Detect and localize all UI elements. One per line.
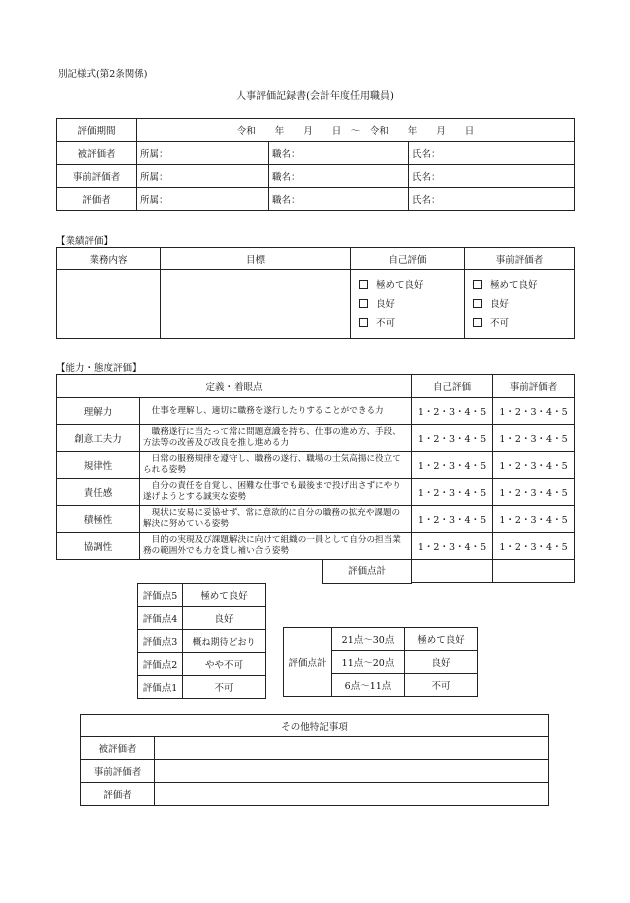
checkbox-icon[interactable] xyxy=(359,299,368,308)
remarks-evaluator-field[interactable] xyxy=(155,783,549,806)
name-field[interactable]: 氏名： xyxy=(409,188,575,211)
self-score[interactable]: 1・2・3・4・5 xyxy=(412,506,493,533)
remarks-evaluatee-field[interactable] xyxy=(155,737,549,760)
range-value: 不可 xyxy=(405,674,478,697)
checkbox-icon[interactable] xyxy=(473,318,482,327)
item-name: 理解力 xyxy=(57,398,140,425)
item-name: 規律性 xyxy=(57,452,140,479)
point-value: 不可 xyxy=(183,676,266,699)
self-total[interactable] xyxy=(412,560,493,583)
remarks-pre-evaluator-field[interactable] xyxy=(155,760,549,783)
evaluatee-row xyxy=(57,142,575,165)
table-row xyxy=(57,533,575,560)
pre-score[interactable]: 1・2・3・4・5 xyxy=(493,533,575,560)
affiliation-field[interactable]: 所属： xyxy=(137,165,269,188)
point-legend-table xyxy=(137,583,266,699)
item-desc: 仕事を理解し、適切に職務を遂行したりすることができる力 xyxy=(140,398,412,425)
table-row xyxy=(57,506,575,533)
point-value: 極めて良好 xyxy=(183,584,266,607)
range-label: 6点〜11点 xyxy=(332,674,405,697)
header-goal: 目標 xyxy=(161,248,351,270)
self-score[interactable]: 1・2・3・4・5 xyxy=(412,479,493,506)
ability-section-title: 【能力・態度評価】 xyxy=(56,363,142,374)
item-name: 積極性 xyxy=(57,506,140,533)
name-field[interactable]: 氏名： xyxy=(409,165,575,188)
table-row xyxy=(57,452,575,479)
item-desc: 目的の実現及び課題解決に向けて組織の一員として自分の担当業務の範囲外でも力を貸し補い合う姿勢 xyxy=(140,533,412,560)
point-value: 良好 xyxy=(183,607,266,630)
post-field[interactable]: 職名： xyxy=(269,188,409,211)
remarks-row-label: 評価者 xyxy=(81,783,155,806)
ability-table xyxy=(56,374,575,583)
affiliation-field[interactable]: 所属： xyxy=(137,142,269,165)
total-legend-label: 評価点計 xyxy=(284,628,332,697)
option-excellent[interactable]: 極めて良好 xyxy=(359,276,461,295)
header-pre: 事前評価者 xyxy=(493,375,575,398)
self-score[interactable]: 1・2・3・4・5 xyxy=(412,398,493,425)
checkbox-icon[interactable] xyxy=(359,318,368,327)
item-desc: 現状に安易に妥協せず、常に意欲的に自分の職務の拡充や課題の解決に努めている姿勢 xyxy=(140,506,412,533)
item-name: 創意工夫力 xyxy=(57,425,140,452)
total-label: 評価点計 xyxy=(322,559,412,584)
self-score[interactable]: 1・2・3・4・5 xyxy=(412,452,493,479)
pre-evaluator-row xyxy=(57,165,575,188)
row-label: 被評価者 xyxy=(57,142,137,165)
affiliation-field[interactable]: 所属： xyxy=(137,188,269,211)
name-field[interactable]: 氏名： xyxy=(409,142,575,165)
point-label: 評価点3 xyxy=(138,630,183,653)
row-label: 事前評価者 xyxy=(57,165,137,188)
remarks-title: その他特記事項 xyxy=(81,715,549,737)
pre-score[interactable]: 1・2・3・4・5 xyxy=(493,398,575,425)
checkbox-icon[interactable] xyxy=(473,280,482,289)
option-good[interactable]: 良好 xyxy=(359,295,461,314)
form-title: 人事評価記録書(会計年度任用職員) xyxy=(236,91,394,102)
point-label: 評価点5 xyxy=(138,584,183,607)
option-excellent[interactable]: 極めて良好 xyxy=(473,276,571,295)
self-eval-options xyxy=(351,270,465,339)
option-good[interactable]: 良好 xyxy=(473,295,571,314)
form-number: 別記様式(第2条関係) xyxy=(58,69,148,80)
header-definition: 定義・着眼点 xyxy=(57,375,412,398)
self-score[interactable]: 1・2・3・4・5 xyxy=(412,425,493,452)
point-value: 概ね期待どおり xyxy=(183,630,266,653)
row-label: 評価者 xyxy=(57,188,137,211)
work-content-cell[interactable] xyxy=(57,270,161,339)
item-desc: 日常の服務規律を遵守し、職務の遂行、職場の士気高揚に役立てられる姿勢 xyxy=(140,452,412,479)
pre-total[interactable] xyxy=(493,560,575,583)
pre-score[interactable]: 1・2・3・4・5 xyxy=(493,479,575,506)
table-row xyxy=(57,398,575,425)
pre-score[interactable]: 1・2・3・4・5 xyxy=(493,506,575,533)
evaluator-row xyxy=(57,188,575,211)
header-self: 自己評価 xyxy=(412,375,493,398)
option-poor[interactable]: 不可 xyxy=(359,314,461,333)
point-label: 評価点4 xyxy=(138,607,183,630)
item-name: 協調性 xyxy=(57,533,140,560)
pre-score[interactable]: 1・2・3・4・5 xyxy=(493,425,575,452)
pre-score[interactable]: 1・2・3・4・5 xyxy=(493,452,575,479)
post-field[interactable]: 職名： xyxy=(269,142,409,165)
point-label: 評価点2 xyxy=(138,653,183,676)
range-label: 11点〜20点 xyxy=(332,651,405,674)
self-score[interactable]: 1・2・3・4・5 xyxy=(412,533,493,560)
table-row xyxy=(57,479,575,506)
remarks-row-label: 事前評価者 xyxy=(81,760,155,783)
range-value: 良好 xyxy=(405,651,478,674)
option-poor[interactable]: 不可 xyxy=(473,314,571,333)
performance-section-title: 【業績評価】 xyxy=(56,236,114,247)
header-self: 自己評価 xyxy=(351,248,465,270)
range-label: 21点〜30点 xyxy=(332,628,405,651)
point-label: 評価点1 xyxy=(138,676,183,699)
remarks-row-label: 被評価者 xyxy=(81,737,155,760)
checkbox-icon[interactable] xyxy=(359,280,368,289)
basic-info-table xyxy=(56,118,575,211)
table-row xyxy=(57,425,575,452)
total-legend-table xyxy=(283,627,478,697)
item-desc: 職務遂行に当たって常に問題意識を持ち、仕事の進め方、手段、方法等の改善及び改良を推し進める力 xyxy=(140,425,412,452)
period-label: 評価期間 xyxy=(57,119,137,142)
remarks-table xyxy=(80,714,549,806)
checkbox-icon[interactable] xyxy=(473,299,482,308)
range-value: 極めて良好 xyxy=(405,628,478,651)
point-value: やや不可 xyxy=(183,653,266,676)
header-pre: 事前評価者 xyxy=(465,248,575,270)
post-field[interactable]: 職名： xyxy=(269,165,409,188)
header-work: 業務内容 xyxy=(57,248,161,270)
pre-eval-options xyxy=(465,270,575,339)
item-name: 責任感 xyxy=(57,479,140,506)
goal-cell[interactable] xyxy=(161,270,351,339)
period-value[interactable]: 令和 年 月 日 〜 令和 年 月 日 xyxy=(137,119,575,142)
performance-table xyxy=(56,247,575,339)
item-desc: 自分の責任を自覚し、困難な仕事でも最後まで投げ出さずにやり遂げようとする誠実な姿勢 xyxy=(140,479,412,506)
